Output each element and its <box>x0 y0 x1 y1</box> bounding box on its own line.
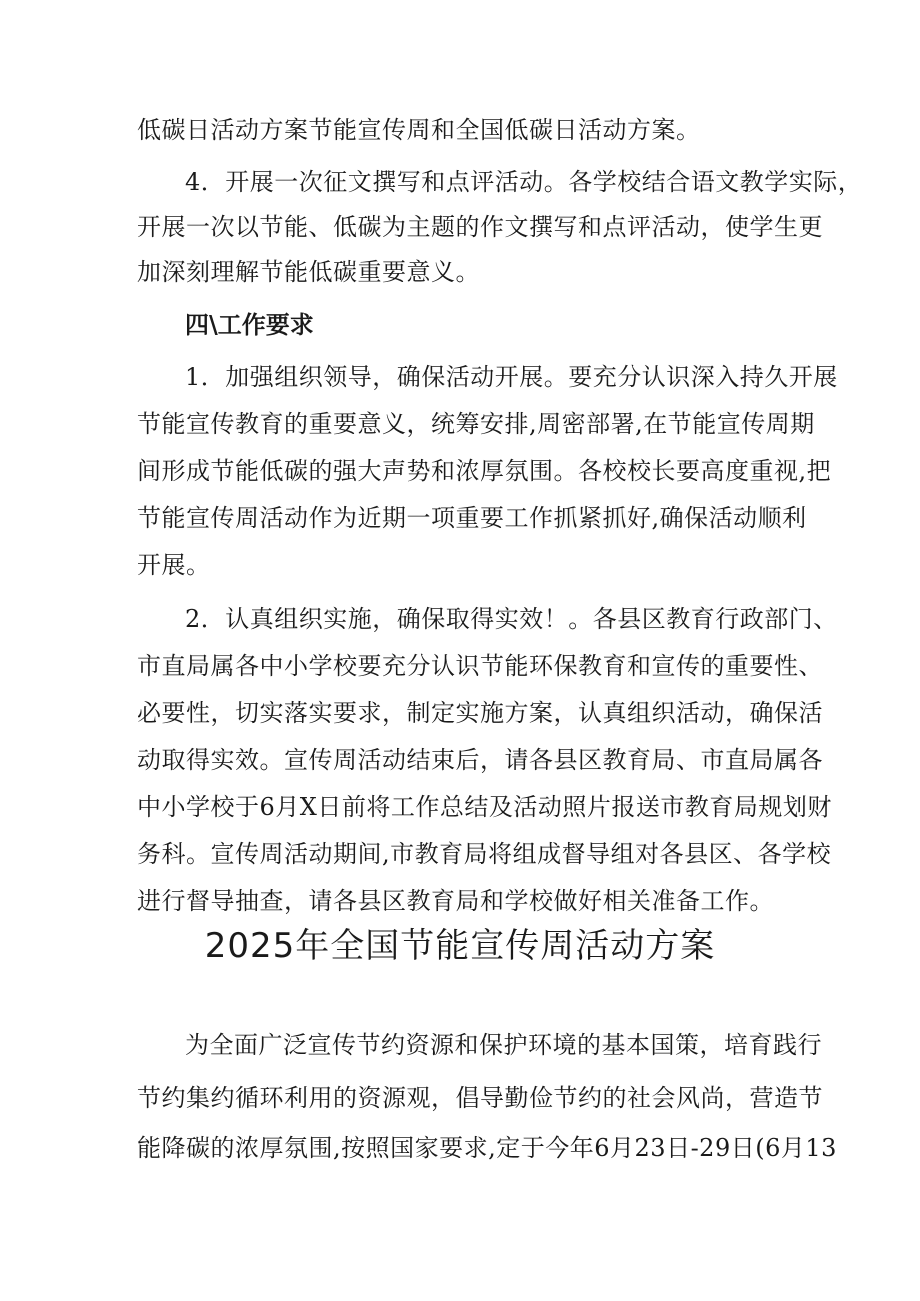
paragraph-line: 1．加强组织领导，确保活动开展。要充分认识深入持久开展 <box>185 363 838 391</box>
paragraph-line: 节能宣传周活动作为近期一项重要工作抓紧抓好,确保活动顺利 <box>137 504 807 532</box>
paragraph-line: 低碳日活动方案节能宣传周和全国低碳日活动方案。 <box>137 116 701 144</box>
paragraph-line: 加深刻理解节能低碳重要意义。 <box>137 258 480 286</box>
paragraph-line: 2．认真组织实施，确保取得实效！。各县区教育行政部门、 <box>185 605 838 633</box>
paragraph-line: 进行督导抽查，请各县区教育局和学校做好相关准备工作。 <box>137 887 774 915</box>
paragraph-line: 能降碳的浓厚氛围,按照国家要求,定于今年6月23日-29日(6月13 <box>137 1134 837 1162</box>
paragraph-line: 必要性，切实落实要求，制定实施方案，认真组织活动，确保活 <box>137 699 823 727</box>
document-title: 2025年全国节能宣传周活动方案 <box>204 926 716 966</box>
paragraph-line: 为全面广泛宣传节约资源和保护环境的基本国策，培育践行 <box>185 1031 822 1059</box>
paragraph-line: 开展一次以节能、低碳为主题的作文撰写和点评活动，使学生更 <box>137 213 823 241</box>
paragraph-line: 开展。 <box>137 551 211 579</box>
paragraph-line: 间形成节能低碳的强大声势和浓厚氛围。各校校长要高度重视,把 <box>137 457 832 485</box>
paragraph-line: 节约集约循环利用的资源观，倡导勤俭节约的社会风尚，营造节 <box>137 1084 823 1112</box>
paragraph-line: 中小学校于6月X日前将工作总结及活动照片报送市教育局规划财 <box>137 793 832 821</box>
paragraph-line: 务科。宣传周活动期间,市教育局将组成督导组对各县区、各学校 <box>137 840 832 868</box>
paragraph-line: 节能宣传教育的重要意义，统筹安排,周密部署,在节能宣传周期 <box>137 410 815 438</box>
paragraph-line: 动取得实效。宣传周活动结束后，请各县区教育局、市直局属各 <box>137 746 823 774</box>
section-heading: 四\工作要求 <box>185 310 314 339</box>
paragraph-line: 4．开展一次征文撰写和点评活动。各学校结合语文教学实际， <box>185 168 863 196</box>
paragraph-line: 市直局属各中小学校要充分认识节能环保教育和宣传的重要性、 <box>137 652 823 680</box>
